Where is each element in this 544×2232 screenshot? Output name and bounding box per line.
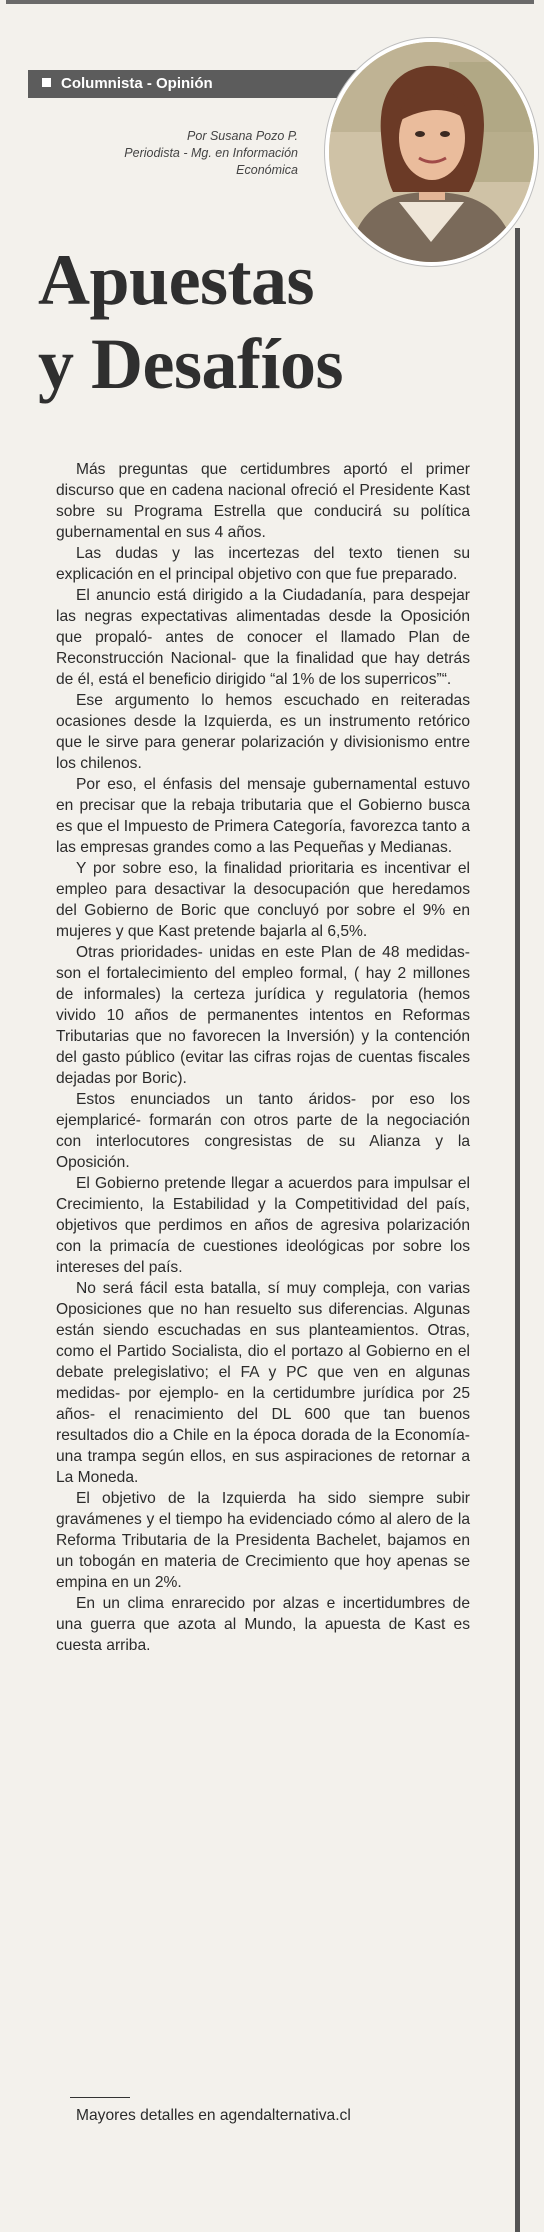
paragraph: En un clima enrarecido por alzas e incertidumbres de una guerra que azota al Mundo, la apuesta de Kast es cuesta arriba. bbox=[56, 1595, 470, 1654]
paragraph: El Gobierno pretende llegar a acuerdos para impulsar el Crecimiento, la Estabilidad y la Competitividad del país, objetivos que perdimos en años de agresiva polarización con la primacía de cuestiones ideológicas por sobre los intereses del país. bbox=[56, 1175, 470, 1276]
headline-line-1: Apuestas bbox=[38, 240, 315, 320]
paragraph: Más preguntas que certidumbres aportó el primer discurso que en cadena nacional ofreció el Presidente Kast sobre su Programa Estrella que conducirá su política gubernamental en sus 4 años. bbox=[56, 461, 470, 541]
author-photo bbox=[325, 38, 538, 266]
paragraph: Estos enunciados un tanto áridos- por eso los ejemplaricé- formarán con otros parte de la negociación con interlocutores congresistas de su Alianza y la Oposición. bbox=[56, 1091, 470, 1171]
byline-role-cont: Económica bbox=[236, 163, 298, 177]
headline bbox=[38, 238, 438, 406]
footer-separator bbox=[70, 2097, 130, 2098]
byline-role: Periodista - Mg. en Información bbox=[124, 146, 298, 160]
author-portrait-icon bbox=[329, 42, 534, 262]
paragraph: No será fácil esta batalla, sí muy compleja, con varias Oposiciones que no han resuelto sus diferencias. Algunas están siendo escuchadas en sus planteamientos. Otras, como el Partido Socialista, dio el portazo al Gobierno en el debate prelegislativo; el FA y PC que ven en algunas medidas- por ejemplo- en la certidumbre jurídica por 25 años- el renacimiento del DL 600 que tan buenos resultados dio a Chile en la época dorada de la Economía- una trampa según ellos, en sus aspiraciones de retornar a La Moneda. bbox=[56, 1280, 470, 1486]
section-label: Columnista - Opinión bbox=[61, 75, 213, 92]
footer-note: Mayores detalles en agendalternativa.cl bbox=[76, 2107, 351, 2124]
paragraph: Y por sobre eso, la finalidad prioritaria es incentivar el empleo para desactivar la desocupación que heredamos del Gobierno de Boric que concluyó por sobre el 9% en mujeres y que Kast pretende bajarla al 6,5%. bbox=[56, 860, 470, 940]
article-body bbox=[56, 459, 470, 1656]
paragraph: Ese argumento lo hemos escuchado en reiteradas ocasiones desde la Izquierda, es un instrumento retórico que le sirve para generar polarización y divisionismo entre los chilenos. bbox=[56, 692, 470, 772]
paragraph: Por eso, el énfasis del mensaje gubernamental estuvo en precisar que la rebaja tributaria que el Gobierno busca es que el Impuesto de Primera Categoría, favorezca tanto a las empresas grandes como a las Pequeñas y Medianas. bbox=[56, 776, 470, 856]
byline bbox=[88, 128, 298, 179]
section-label-bar bbox=[28, 70, 358, 98]
bullet-square-icon bbox=[42, 78, 51, 87]
top-rule bbox=[6, 0, 534, 4]
headline-line-2: y Desafíos bbox=[38, 324, 343, 404]
paragraph: Las dudas y las incertezas del texto tienen su explicación en el principal objetivo con que fue preparado. bbox=[56, 545, 470, 583]
byline-author: Por Susana Pozo P. bbox=[187, 129, 298, 143]
paragraph: El objetivo de la Izquierda ha sido siempre subir gravámenes y el tiempo ha evidenciado cómo al alero de la Reforma Tributaria de la Presidenta Bachelet, bajamos en un tobogán en materia de Crecimiento que hoy apenas se empina en un 2%. bbox=[56, 1490, 470, 1591]
paragraph: Otras prioridades- unidas en este Plan de 48 medidas- son el fortalecimiento del empleo formal, ( hay 2 millones de informales) la certeza jurídica y regulatoria (hemos vivido 10 años de permanentes intentos en Reformas Tributarias que no favorecen la Inversión) y la contención del gasto público (evitar las cifras rojas de cuentas fiscales dejadas por Boric). bbox=[56, 944, 470, 1087]
column-divider bbox=[515, 228, 520, 2232]
paragraph: El anuncio está dirigido a la Ciudadanía, para despejar las negras expectativas alimentadas desde la Oposición que propaló- antes de conocer el llamado Plan de Reconstrucción Nacional- que la finalidad que hay detrás de él, está el beneficio dirigido “al 1% de los superricos”“. bbox=[56, 587, 470, 688]
